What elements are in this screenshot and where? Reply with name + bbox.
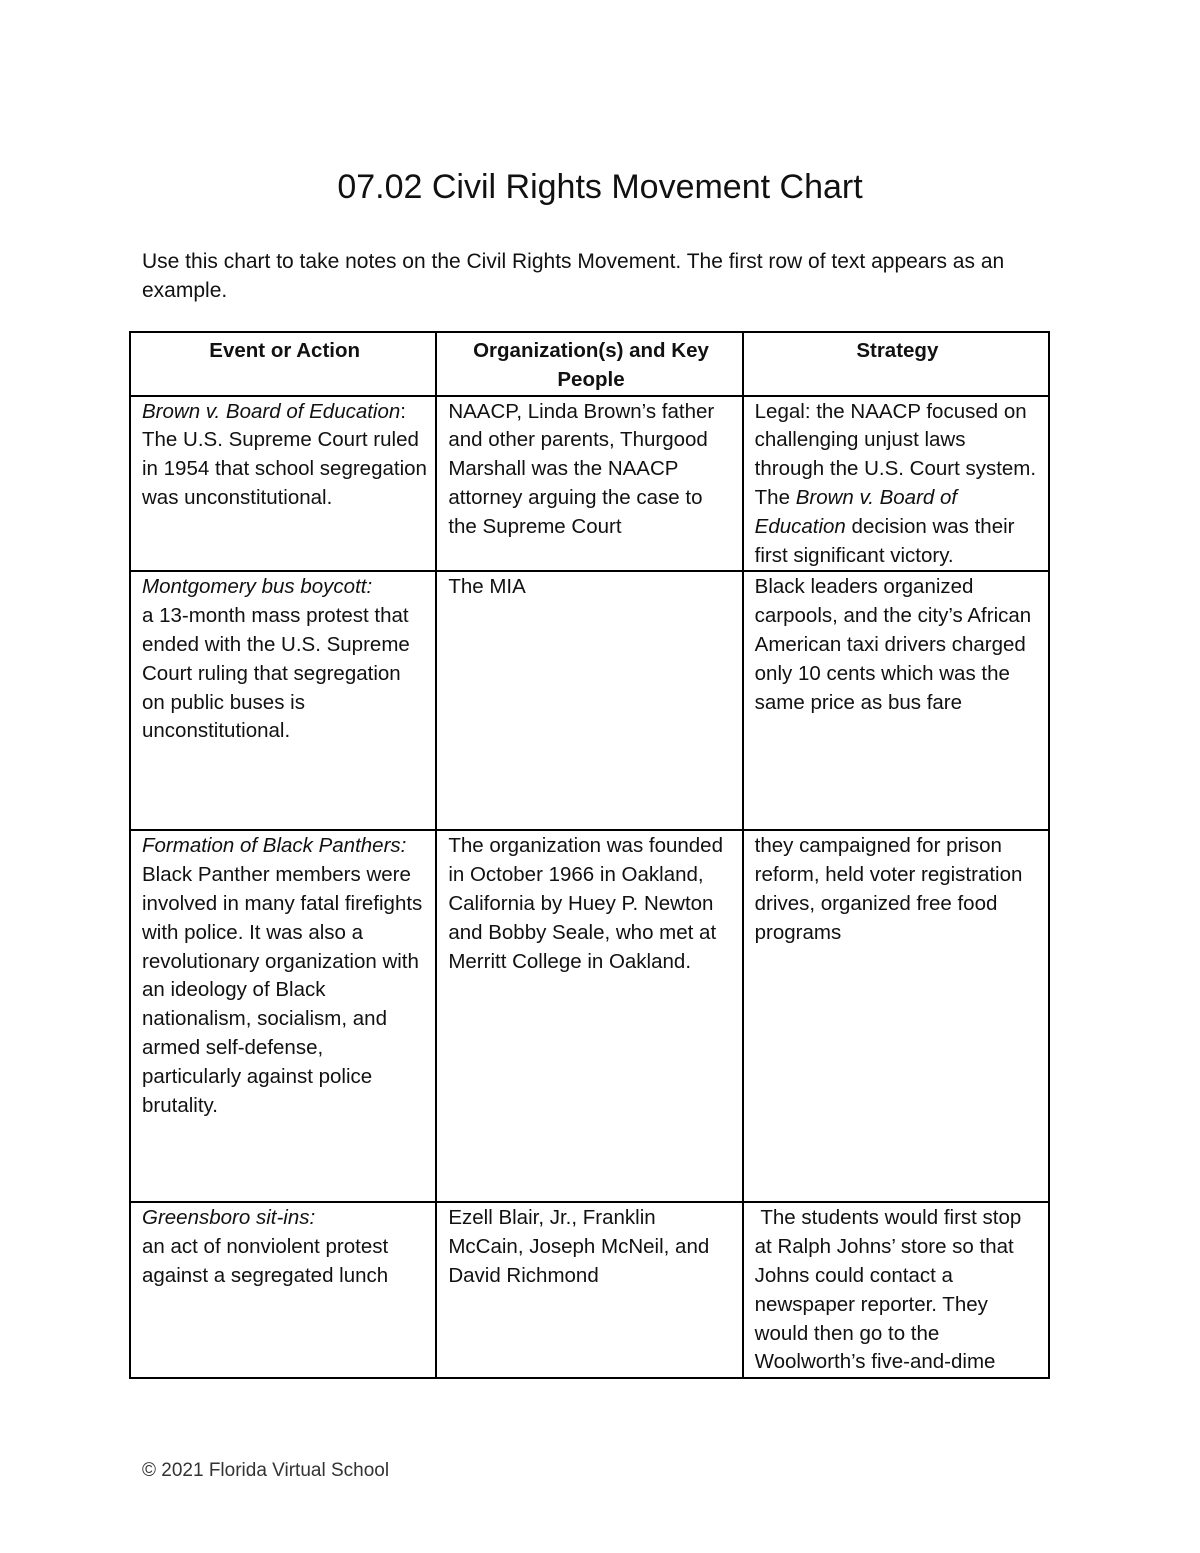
civil-rights-chart-table [129, 331, 1050, 1379]
table-row [130, 830, 1049, 1202]
table-row [130, 1202, 1049, 1378]
copyright-footer: © 2021 Florida Virtual School [142, 1460, 390, 1481]
strategy-text-part: decision was their first significant victory. [754, 514, 1015, 567]
header-strategy: Strategy [743, 332, 1049, 396]
event-name: Brown v. Board of Education [142, 399, 401, 423]
event-name: Greensboro sit-ins: [142, 1206, 316, 1230]
strategy-cell: The students would first stop at Ralph Johns’ store so that Johns could contact a newspaper reporter. They would then go to the Woolworth’s five-and-dime [743, 1202, 1049, 1378]
event-name: Montgomery bus boycott: [142, 575, 373, 599]
organization-cell: The organization was founded in October 1966 in Oakland, California by Huey P. Newton and Bobby Seale, who met at Merritt College in Oakland. [436, 830, 742, 1202]
table-header-row [130, 332, 1049, 396]
strategy-case-name: Brown v. Board of Education [754, 485, 958, 538]
table-row [130, 396, 1049, 572]
event-separator: : [400, 399, 406, 423]
header-organization: Organization(s) and Key People [436, 332, 742, 396]
organization-cell: Ezell Blair, Jr., Franklin McCain, Joseph McNeil, and David Richmond [436, 1202, 742, 1378]
event-cell [130, 1202, 436, 1378]
instructions-text: Use this chart to take notes on the Civil Rights Movement. The first row of text appears as an example. [142, 250, 1005, 302]
strategy-cell: they campaigned for prison reform, held voter registration drives, organized free food programs [743, 830, 1049, 1202]
event-description: an act of nonviolent protest against a segregated lunch [142, 1235, 389, 1287]
event-description: a 13-month mass protest that ended with the U.S. Supreme Court ruling that segregation on public buses is unconstitutional. [142, 604, 410, 743]
strategy-cell [743, 396, 1049, 572]
event-name: Formation of Black Panthers: [142, 834, 407, 858]
organization-cell: The MIA [436, 571, 742, 830]
header-event: Event or Action [130, 332, 436, 396]
event-cell [130, 396, 436, 572]
strategy-text-part: Legal: the NAACP focused on challenging unjust laws through the U.S. Court system. The [754, 399, 1037, 509]
strategy-cell: Black leaders organized carpools, and the city’s African American taxi drivers charged only 10 cents which was the same price as bus fare [743, 571, 1049, 830]
event-cell [130, 571, 436, 830]
organization-cell: NAACP, Linda Brown’s father and other parents, Thurgood Marshall was the NAACP attorney arguing the case to the Supreme Court [436, 396, 742, 572]
table-row [130, 571, 1049, 830]
event-description: The U.S. Supreme Court ruled in 1954 that school segregation was unconstitutional. [142, 428, 427, 509]
event-cell [130, 830, 436, 1202]
event-description: Black Panther members were involved in many fatal firefights with police. It was also a revolutionary organization with an ideology of Black nationalism, socialism, and armed self-defense, particularly against police brutality. [142, 863, 423, 1117]
page-title: 07.02 Civil Rights Movement Chart [337, 168, 863, 206]
